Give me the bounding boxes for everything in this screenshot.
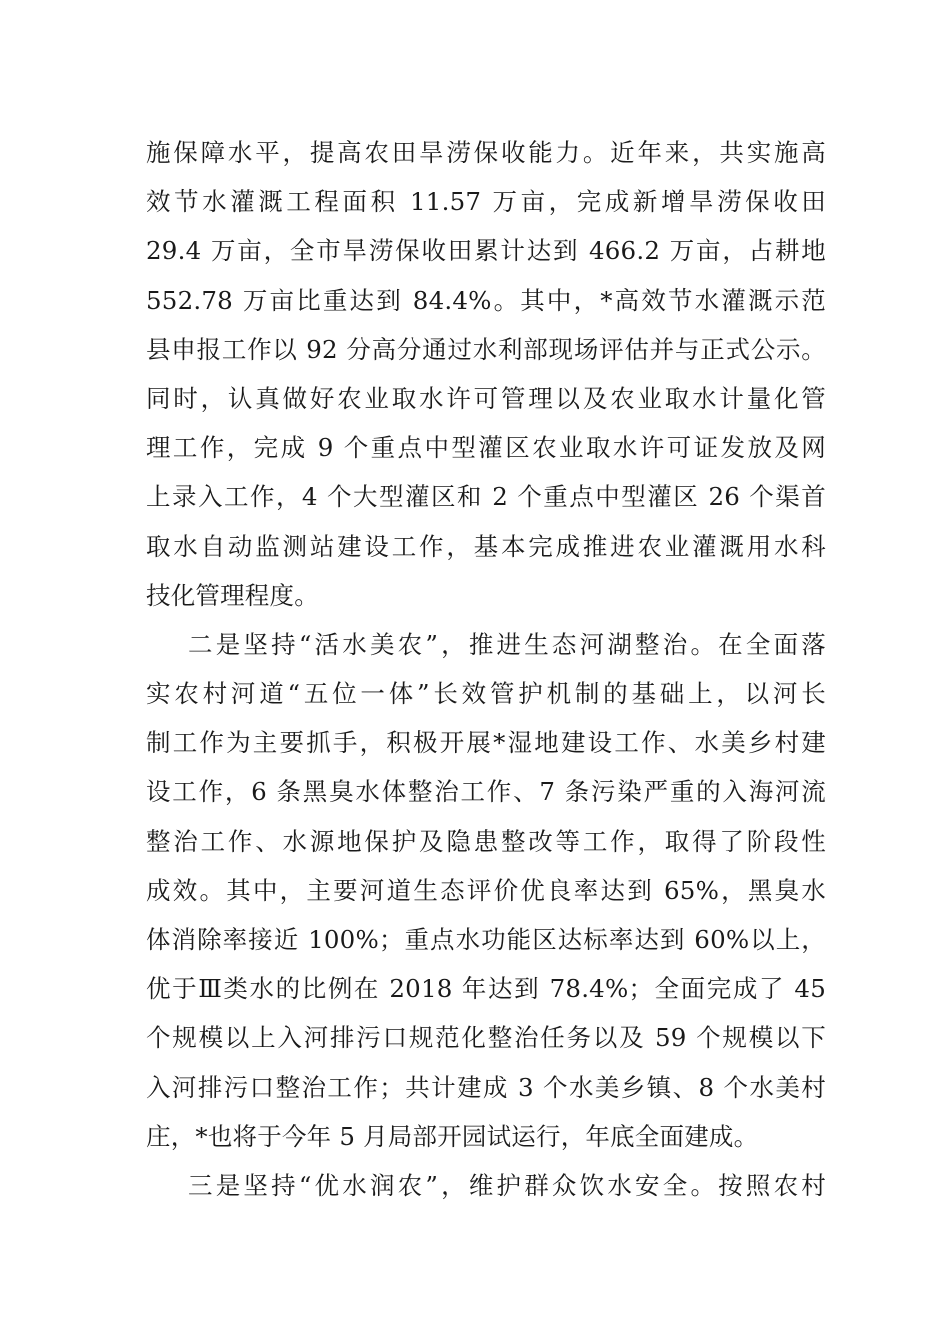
body-line-9: 取水自动监测站建设工作，基本完成推进农业灌溉用水科 <box>146 531 826 561</box>
body-line-8: 上录入工作，4 个大型灌区和 2 个重点中型灌区 26 个渠首 <box>146 482 826 512</box>
body-line-10: 技化管理程度。 <box>146 580 319 610</box>
paragraph-2-line-4: 设工作，6 条黑臭水体整治工作、7 条污染严重的入海河流 <box>146 777 826 807</box>
paragraph-2-line-11: 庄，*也将于今年 5 月局部开园试运行，年底全面建成。 <box>146 1121 759 1151</box>
paragraph-2-line-9: 个规模以上入河排污口规范化整治任务以及 59 个规模以下 <box>146 1023 826 1053</box>
paragraph-2-line-7: 体消除率接近 100%；重点水功能区达标率达到 60%以上， <box>146 925 826 954</box>
paragraph-2-line-6: 成效。其中，主要河道生态评价优良率达到 65%，黑臭水 <box>146 875 826 905</box>
document-body <box>146 128 826 1210</box>
paragraph-2-line-10: 入河排污口整治工作；共计建成 3 个水美乡镇、8 个水美村 <box>146 1072 826 1102</box>
paragraph-2-line-3: 制工作为主要抓手，积极开展*湿地建设工作、水美乡村建 <box>146 728 826 758</box>
paragraph-2-line-1: 二是坚持“活水美农”，推进生态河湖整治。在全面落 <box>188 629 826 659</box>
body-line-6: 同时，认真做好农业取水许可管理以及农业取水计量化管 <box>146 383 826 413</box>
paragraph-3-line-1: 三是坚持“优水润农”，维护群众饮水安全。按照农村 <box>188 1170 826 1200</box>
paragraph-2-line-5: 整治工作、水源地保护及隐患整改等工作，取得了阶段性 <box>146 826 826 856</box>
paragraph-2-line-2: 实农村河道“五位一体”长效管护机制的基础上，以河长 <box>146 679 826 709</box>
body-line-4: 552.78 万亩比重达到 84.4%。其中，*高效节水灌溉示范 <box>146 285 826 315</box>
body-line-1: 施保障水平，提高农田旱涝保收能力。近年来，共实施高 <box>146 138 826 167</box>
paragraph-2-line-8: 优于Ⅲ类水的比例在 2018 年达到 78.4%；全面完成了 45 <box>146 974 826 1004</box>
body-line-3: 29.4 万亩，全市旱涝保收田累计达到 466.2 万亩，占耕地 <box>146 236 826 266</box>
body-line-7: 理工作，完成 9 个重点中型灌区农业取水许可证发放及网 <box>146 433 826 463</box>
body-line-2: 效节水灌溉工程面积 11.57 万亩，完成新增旱涝保收田 <box>146 187 826 217</box>
body-line-5: 县申报工作以 92 分高分通过水利部现场评估并与正式公示。 <box>146 334 826 364</box>
